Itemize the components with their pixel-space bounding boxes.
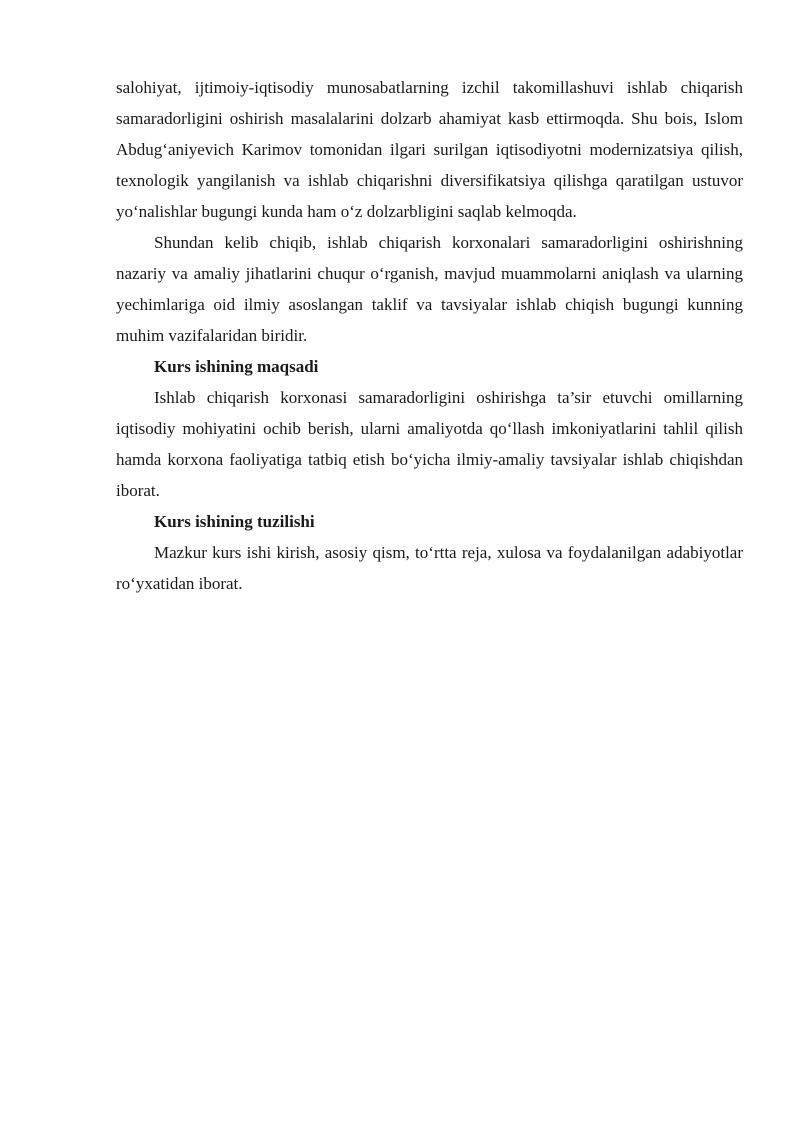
document-body: [116, 72, 743, 599]
heading-course-goal: Kurs ishining maqsadi: [154, 357, 319, 376]
paragraph-course-goal: Ishlab chiqarish korxonasi samaradorligini oshirishga ta’sir etuvchi omillarning iqtisodiy mohiyatini ochib berish, ularni amaliyotda qo‘llash imkoniyatlarini tahlil qilish hamda korxona faoliyatiga tatbiq etish bo‘yicha ilmiy-amaliy tavsiyalar ishlab chiqishdan iborat.: [116, 388, 743, 500]
paragraph-relevance: Shundan kelib chiqib, ishlab chiqarish korxonalari samaradorligini oshirishning nazariy va amaliy jihatlarini chuqur o‘rganish, mavjud muammolarni aniqlash va ularning yechimlariga oid ilmiy asoslangan taklif va tavsiyalar ishlab chiqish bugungi kunning muhim vazifalaridan biridir.: [116, 233, 743, 345]
heading-course-structure: Kurs ishining tuzilishi: [154, 512, 315, 531]
paragraph-course-structure: Mazkur kurs ishi kirish, asosiy qism, to‘rtta reja, xulosa va foydalanilgan adabiyotlar ro‘yxatidan iborat.: [116, 543, 743, 593]
paragraph-continuation: salohiyat, ijtimoiy-iqtisodiy munosabatlarning izchil takomillashuvi ishlab chiqarish samaradorligini oshirish masalalarini dolzarb ahamiyat kasb ettirmoqda. Shu bois, Islom Abdug‘aniyevich Karimov tomonidan ilgari surilgan iqtisodiyotni modernizatsiya qilish, texnologik yangilanish va ishlab chiqarishni diversifikatsiya qilishga qaratilgan ustuvor yo‘nalishlar bugungi kunda ham o‘z dolzarbligini saqlab kelmoqda.: [116, 78, 743, 221]
